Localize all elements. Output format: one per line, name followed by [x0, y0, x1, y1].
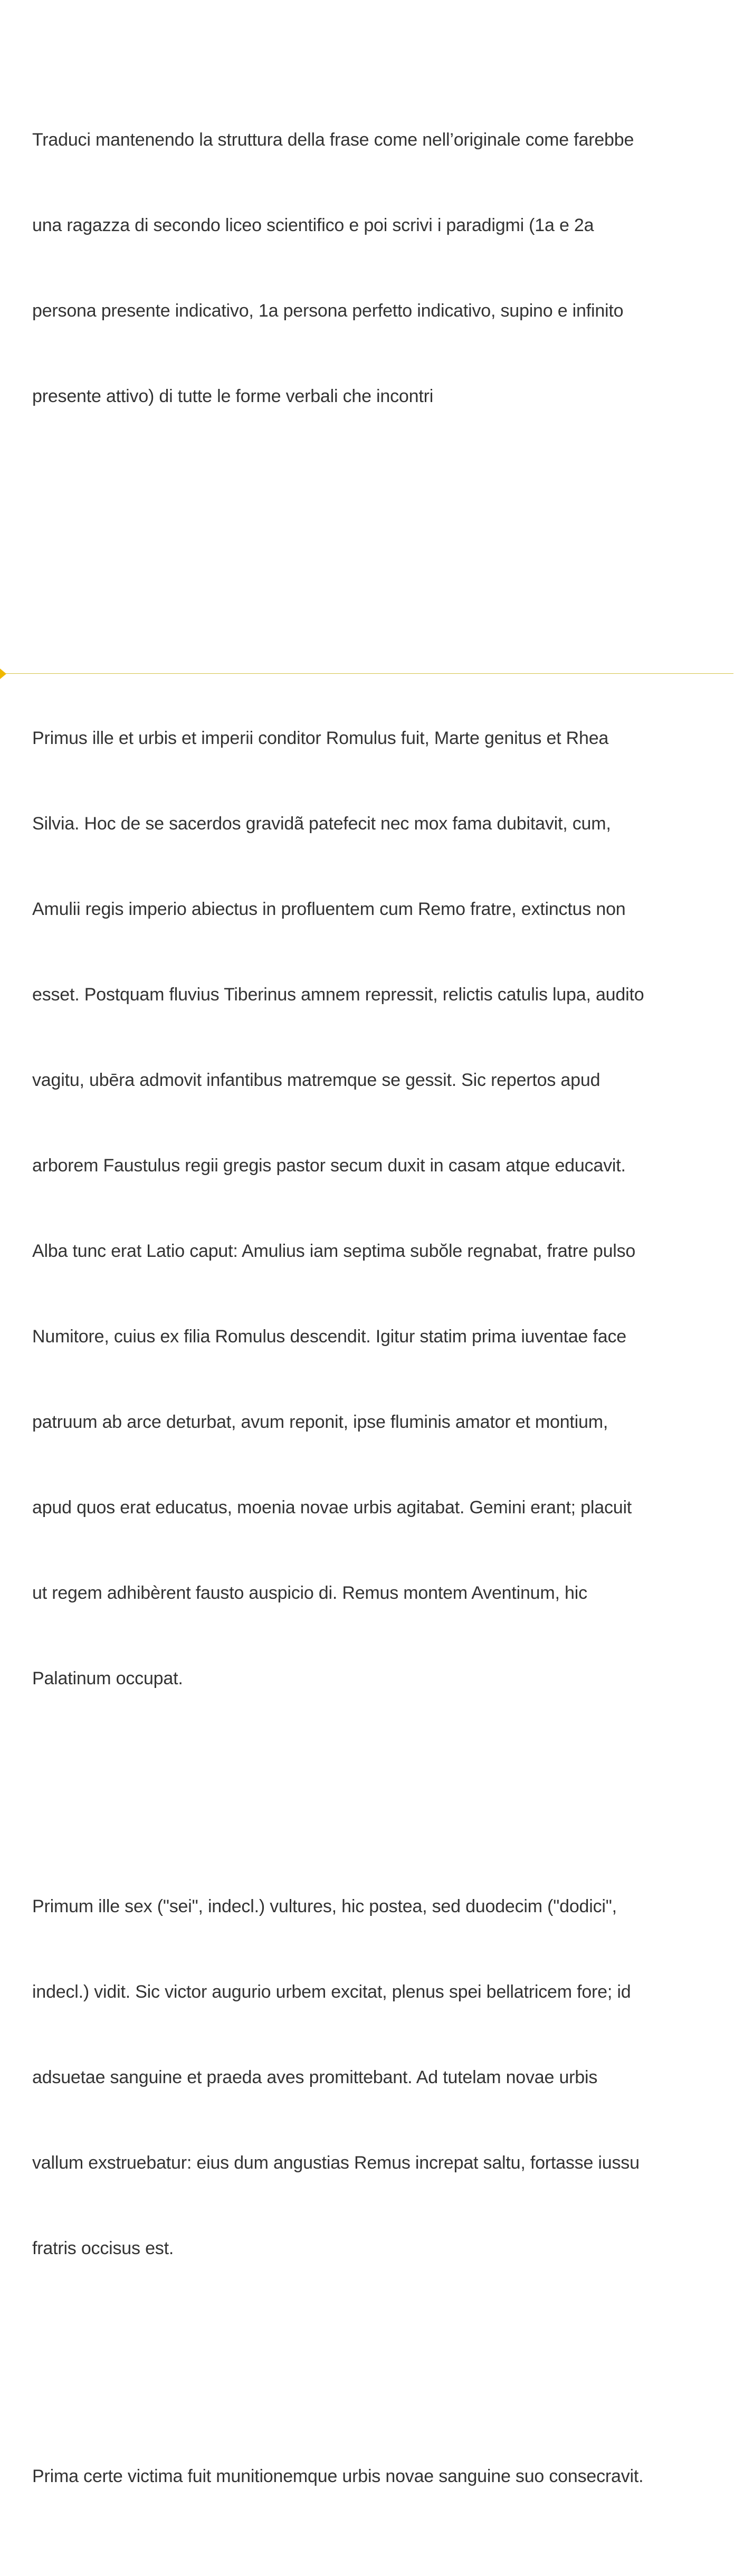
prompt-paragraph	[32, 69, 723, 468]
prompt-line: una ragazza di secondo liceo scientifico e poi scrivi i paradigmi (1a e 2a	[32, 215, 594, 235]
latin-line: Primus ille et urbis et imperii conditor Romulus fuit, Marte genitus et Rhea	[32, 728, 609, 748]
latin-line: esset. Postquam fluvius Tiberinus amnem repressit, relictis catulis lupa, audito	[32, 985, 644, 1005]
prompt-line: persona presente indicativo, 1a persona perfetto indicativo, supino e infinito	[32, 301, 624, 321]
latin-paragraph-1	[32, 667, 723, 1750]
latin-line: fratris occisus est.	[32, 2238, 174, 2258]
latin-line: Prima certe victima fuit munitionemque urbis novae sanguine suo consecravit.	[32, 2466, 644, 2486]
latin-line: ut regem adhibèrent fausto auspicio di. Remus montem Aventinum, hic	[32, 1583, 587, 1603]
paragraph-gap	[32, 553, 723, 581]
latin-line: Primum ille sex ("sei", indecl.) vultures, hic postea, sed duodecim ("dodici",	[32, 1896, 617, 1916]
latin-line: patruum ab arce deturbat, avum reponit, ipse fluminis amator et montium,	[32, 1412, 608, 1432]
latin-line: Palatinum occupat.	[32, 1668, 183, 1688]
note-body[interactable]	[32, 12, 723, 2576]
insertion-marker-icon[interactable]	[0, 669, 6, 679]
prompt-line: presente attivo) di tutte le forme verbali che incontri	[32, 386, 434, 406]
latin-line: Alba tunc erat Latio caput: Amulius iam septima subŏle regnabat, fratre pulso	[32, 1241, 636, 1261]
latin-line: vallum exstruebatur: eius dum angustias Remus increpat saltu, fortasse iussu	[32, 2153, 640, 2173]
text-selection-rule	[0, 673, 733, 674]
latin-paragraph-3	[32, 2405, 723, 2548]
latin-line: adsuetae sanguine et praeda aves promittebant. Ad tutelam novae urbis	[32, 2067, 598, 2087]
latin-line: Amulii regis imperio abiectus in profluentem cum Remo fratre, extinctus non	[32, 899, 626, 919]
latin-line: Numitore, cuius ex filia Romulus descendit. Igitur statim prima iuventae face	[32, 1327, 626, 1347]
latin-line: arborem Faustulus regii gregis pastor secum duxit in casam atque educavit.	[32, 1156, 626, 1176]
latin-line: indecl.) vidit. Sic victor augurio urbem excitat, plenus spei bellatricem fore; id	[32, 1982, 631, 2002]
latin-line: Silvia. Hoc de se sacerdos gravidã patefecit nec mox fama dubitavit, cum,	[32, 814, 611, 834]
latin-paragraph-2	[32, 1835, 723, 2320]
latin-line: vagitu, ubēra admovit infantibus matremque se gessit. Sic repertos apud	[32, 1070, 601, 1090]
latin-line: apud quos erat educatus, moenia novae urbis agitabat. Gemini erant; placuit	[32, 1497, 632, 1518]
prompt-line: Traduci mantenendo la struttura della frase come nell’originale come farebbe	[32, 130, 634, 150]
